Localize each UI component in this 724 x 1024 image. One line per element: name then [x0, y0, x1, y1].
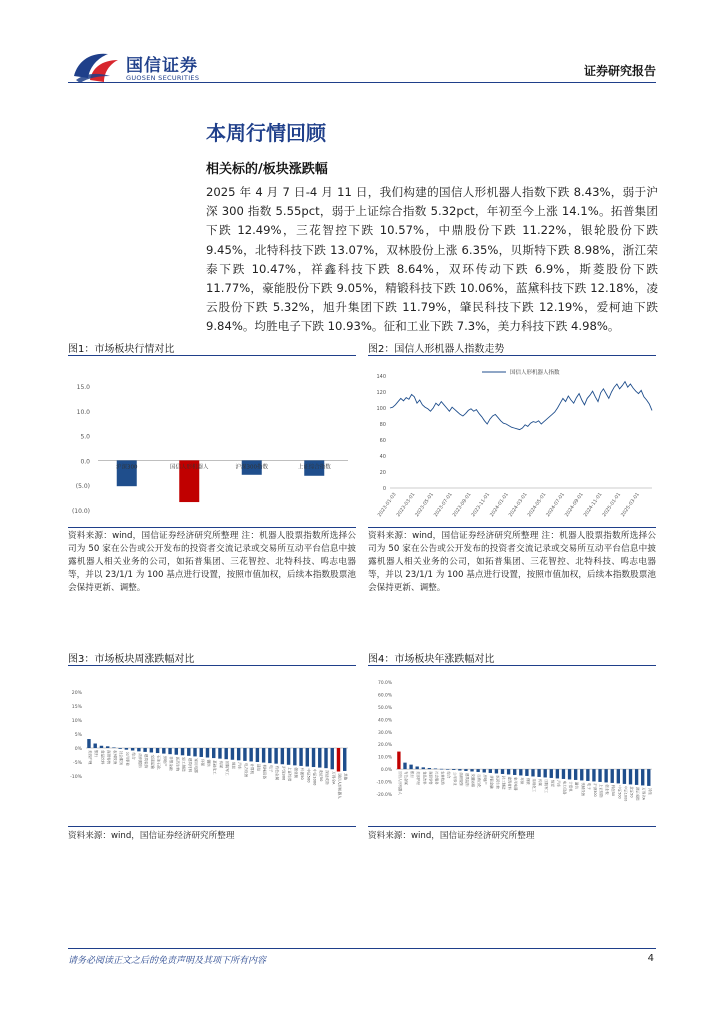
guosen-logo-icon: [70, 50, 122, 84]
fig3-category-label: 上证综指: [287, 766, 292, 782]
fig4-bar: [550, 769, 553, 778]
fig3-category-label: 煤炭: [231, 761, 236, 769]
fig2-ytick-label: 120: [376, 390, 386, 396]
guosen-logo: [70, 50, 210, 86]
fig4-bar: [452, 769, 455, 770]
fig3-category-label: 食品饮料: [100, 750, 105, 765]
fig3-category-label: 其他: [343, 772, 348, 781]
fig4-bar: [629, 769, 632, 784]
fig4-bar: [409, 765, 412, 769]
fig3-category-label: 钢铁: [206, 759, 211, 767]
fig3-bar: [162, 748, 165, 754]
fig3-category-label: 纺织服饰: [137, 753, 142, 768]
fig3-category-label: 通信: [256, 764, 261, 772]
fig2-xtick-label: 2024-09-01: [564, 492, 585, 518]
fig4-category-label: 有色金属: [403, 771, 408, 785]
fig3-category-label: 环保: [200, 758, 205, 767]
fig4-bar: [598, 769, 601, 782]
fig3-bar: [249, 748, 252, 761]
fig3-category-label: 石油石化: [156, 755, 161, 770]
fig3-bar: [337, 748, 340, 772]
fig4-bar: [568, 769, 571, 779]
fig4-category-label: 传媒: [538, 778, 543, 786]
fig2-xtick-label: 2024-05-01: [527, 492, 548, 518]
fig3-category-label: 汽车: [237, 762, 242, 770]
fig3-category-label: 建筑装饰: [144, 753, 149, 769]
fig3-bar: [231, 748, 234, 760]
fig4-bar: [525, 769, 528, 776]
fig2-xtick-label: 2023-09-01: [452, 492, 473, 518]
fig4-bottom-divider: [368, 826, 656, 827]
fig1-category-label: 沪深300: [116, 464, 138, 471]
fig2-xtick-label: 2023-05-01: [414, 492, 436, 518]
fig4-category-label: 通信: [574, 781, 579, 789]
fig3-bar: [100, 746, 103, 748]
fig4-bar: [483, 769, 486, 772]
fig4-bar: [586, 769, 589, 781]
fig2-title: 图2：国信人形机器人指数走势: [368, 344, 505, 355]
fig3-bar: [137, 748, 140, 751]
footer-disclaimer: 请务必阅读正文之后的免责声明及其项下所有内容: [68, 956, 267, 966]
fig3-category-label: 深证成指: [325, 770, 330, 785]
fig1-ytick-label: 15.0: [76, 384, 90, 391]
fig3-bar: [112, 747, 115, 748]
fig3-bar: [256, 748, 259, 762]
logo-en-text: GUOSEN SECURITIES: [126, 74, 200, 82]
fig4-bar: [434, 768, 437, 769]
fig4-bar: [446, 769, 449, 770]
fig4-bar: [489, 769, 492, 773]
fig4-category-label: 综合: [446, 771, 451, 779]
fig4-bar: [617, 769, 620, 783]
fig1-bottom-divider: [68, 527, 356, 528]
fig1-ytick-label: (5.0): [75, 483, 90, 491]
fig4-category-label: 其他: [647, 787, 652, 795]
fig2-xtick-label: 2023-07-01: [433, 492, 454, 518]
fig3-ytick-label: 20%: [71, 691, 82, 696]
fig4-category-label: 电力设备: [562, 780, 567, 795]
fig1-ytick-label: 0.0: [80, 458, 90, 466]
fig3-category-label: 公用事业: [125, 751, 130, 767]
fig3-ytick-label: -5%: [73, 761, 82, 766]
fig3-ytick-label: -10%: [70, 775, 82, 780]
section-title: 本周行情回顾: [206, 121, 326, 145]
fig4-ytick-label: 70.0%: [378, 681, 392, 686]
fig4-category-label: 深证成指: [635, 786, 640, 801]
fig3-category-label: 国信人形机器人: [337, 773, 342, 799]
fig4-bar: [544, 769, 547, 777]
fig3-bar: [243, 748, 246, 761]
fig3-category-label: 银行: [94, 750, 99, 758]
fig4-title-divider: [368, 665, 656, 666]
fig4-category-label: 非银金融: [489, 774, 494, 789]
fig3-category-label: 商贸零售: [106, 750, 111, 765]
fig3-bar: [181, 748, 184, 755]
fig4-category-label: 煤炭: [550, 779, 555, 787]
fig4-bar: [440, 769, 443, 770]
fig3-category-label: 交通运输: [150, 754, 155, 769]
fig4-ytick-label: 40.0%: [378, 718, 392, 724]
fig3-bar: [281, 748, 284, 764]
fig2-bottom-divider: [368, 527, 656, 528]
fig1-ytick-label: 10.0: [76, 408, 90, 416]
fig3-category-label: 中证1000: [312, 769, 317, 786]
page-header: [0, 0, 724, 90]
fig2-xtick-label: 2023-03-01: [396, 492, 417, 518]
fig3-bar: [87, 739, 90, 748]
fig4-category-label: 纺织服饰: [458, 772, 463, 787]
fig4-bar: [422, 767, 425, 769]
fig3-category-label: 沪深300: [281, 766, 286, 781]
fig4-bar: [635, 769, 638, 785]
fig4-category-label: 建筑装饰: [464, 772, 469, 787]
fig4-bar: [574, 769, 577, 780]
fig4-chart: [368, 672, 656, 822]
fig3-category-label: 美容护理: [87, 750, 92, 765]
fig3-bar: [274, 748, 277, 764]
fig2-ytick-label: 20: [379, 470, 386, 476]
fig2-xtick-label: 2023-11-01: [471, 492, 492, 518]
fig3-bar: [331, 748, 334, 769]
fig1-chart: [68, 372, 356, 522]
fig4-category-label: 万得全A: [641, 787, 646, 800]
fig1-ytick-label: (10.0): [71, 508, 90, 515]
fig1-title-divider: [68, 355, 356, 356]
fig4-ytick-label: 10.0%: [378, 755, 392, 761]
fig3-bar: [299, 748, 302, 766]
fig4-bar: [537, 769, 540, 777]
fig4-category-label: 商贸零售: [428, 771, 433, 785]
fig4-bar: [556, 769, 559, 778]
fig4-category-label: 石油石化: [477, 773, 482, 788]
fig4-bar: [495, 769, 498, 773]
fig1-category-label: 国信人形机器人: [169, 464, 209, 471]
fig2-legend-label: 国信人形机器人指数: [510, 370, 560, 376]
fig3-bar: [312, 748, 315, 767]
fig3-bar: [193, 748, 196, 756]
fig1-category-label: 沪深300指数: [235, 464, 268, 471]
fig4-category-label: 创业板: [605, 784, 610, 795]
fig3-category-label: 传媒: [218, 760, 223, 768]
fig3-title-divider: [68, 665, 356, 666]
fig3-category-label: 农林牧渔: [112, 750, 117, 765]
fig3-category-label: 非银金融: [169, 756, 174, 771]
fig3-category-label: 医药生物: [175, 756, 180, 772]
fig4-ytick-label: 0.0%: [380, 768, 392, 774]
fig4-bar: [416, 766, 419, 769]
fig4-bar: [501, 769, 504, 774]
fig4-bar: [604, 769, 607, 782]
fig3-category-label: 万得全A: [331, 771, 336, 785]
fig3-chart: [68, 680, 356, 822]
fig2-ytick-label: 100: [376, 406, 386, 412]
fig4-category-label: 公用事业: [452, 771, 457, 786]
fig2-xtick-label: 2023-01-03: [377, 492, 398, 518]
fig3-bar: [306, 748, 309, 766]
fig4-bar: [476, 769, 479, 772]
fig2-ytick-label: 60: [379, 438, 386, 444]
fig3-ytick-label: 5%: [74, 733, 82, 738]
fig4-category-label: 计算机: [568, 781, 573, 792]
fig4-category-label: 房地产: [483, 774, 488, 785]
fig4-bar: [428, 768, 431, 769]
fig4-category-label: 基础化工: [531, 778, 536, 793]
fig2-ytick-label: 80: [379, 422, 386, 428]
fig3-bar: [224, 748, 227, 759]
fig3-category-label: 科创50: [300, 767, 305, 780]
fig3-category-label: 机械设备: [262, 764, 267, 779]
fig4-category-label: 钢铁: [525, 777, 530, 785]
fig4-category-label: 社会服务: [434, 771, 439, 785]
fig4-bar: [611, 769, 614, 783]
fig4-bar: [458, 769, 461, 770]
fig3-bar: [106, 746, 109, 748]
fig4-category-label: 医药生物: [495, 775, 500, 790]
fig2-xtick-label: 2024-01-01: [489, 492, 510, 518]
fig4-bar: [647, 769, 650, 786]
fig4-source: 资料来源：wind，国信证券经济研究所整理: [368, 831, 535, 841]
fig3-category-label: 北证50: [318, 769, 323, 782]
fig3-category-label: 中证500: [306, 768, 311, 783]
fig2-xtick-label: 2025-01-01: [602, 492, 623, 518]
fig3-ytick-label: 0%: [74, 747, 82, 752]
fig3-bar: [131, 748, 134, 751]
fig4-category-label: 建筑材料: [507, 776, 512, 791]
fig2-ytick-label: 0: [382, 486, 386, 492]
fig3-bar: [343, 748, 346, 771]
fig4-category-label: 中证500: [617, 785, 622, 799]
fig3-bar: [187, 748, 190, 756]
fig4-ytick-label: 50.0%: [378, 705, 392, 711]
fig4-bar: [562, 769, 565, 779]
fig3-bar: [200, 748, 203, 757]
fig3-bar: [168, 748, 171, 754]
fig2-title-divider: [368, 355, 656, 356]
fig3-category-label: 电子: [268, 765, 273, 773]
fig4-category-label: 美容护理: [416, 771, 421, 785]
fig3-title: 图3：市场板块周涨跌幅对比: [68, 654, 195, 665]
fig3-category-label: 基础化工: [212, 760, 217, 775]
fig1-source: 资料来源：wind，国信证券经济研究所整理 注：机器人股票指数所选择公司为 50 家在公告或公开发布的投资者交流记录或交易所互动平台信息中披露机器人相关业务的公司，如拓普集团、三花智控、北特科技、鸣志电器等，并以 23/1/1 为 100 基点进行设置，按照市值加权，后续本指数股票池会保持更新、调整。: [68, 531, 356, 593]
fig4-bar: [592, 769, 595, 781]
fig4-category-label: 机械设备: [580, 782, 585, 796]
fig3-bar: [150, 748, 153, 752]
fig4-category-label: 汽车: [556, 780, 561, 788]
fig3-bar: [175, 748, 178, 755]
fig3-bar: [293, 748, 296, 765]
fig2-chart: [368, 366, 656, 524]
fig4-ytick-label: -20.0%: [376, 793, 392, 798]
fig2-source: 资料来源：wind，国信证券经济研究所整理 注：机器人股票指数所选择公司为 50 家在公告或公开发布的投资者交流记录或交易所互动平台信息中披露机器人相关业务的公司，如拓普集团、三花智控、北特科技、鸣志电器等，并以 23/1/1 为 100 基点进行设置，按照市值加权，后续本指数股票池会保持更新、调整。: [368, 531, 656, 593]
fig4-title: 图4：市场板块年涨跌幅对比: [368, 654, 495, 665]
fig4-bar: [519, 769, 522, 775]
fig2-xtick-label: 2024-11-01: [583, 492, 604, 518]
fig2-ytick-label: 140: [376, 374, 386, 380]
fig4-bar: [507, 769, 510, 774]
fig3-bar: [118, 748, 121, 749]
fig4-category-label: 国防军工: [544, 779, 549, 794]
fig4-ytick-label: 30.0%: [378, 730, 392, 736]
fig4-category-label: 交通运输: [471, 773, 476, 788]
fig3-bottom-divider: [68, 826, 356, 827]
fig4-category-label: 北证50: [629, 786, 634, 798]
fig3-bar: [287, 748, 290, 765]
fig2-xtick-label: 2025-03-01: [620, 492, 641, 518]
fig3-category-label: 有色金属: [275, 765, 280, 781]
fig3-category-label: 社会服务: [119, 750, 124, 766]
report-type: 证券研究报告: [583, 64, 656, 78]
footer-divider: [68, 948, 656, 949]
fig4-bar: [470, 769, 473, 771]
fig2-xtick-label: 2024-07-01: [545, 492, 567, 518]
fig3-category-label: 综合: [131, 752, 136, 760]
fig3-category-label: 房地产: [162, 755, 167, 767]
fig4-bar: [580, 769, 583, 780]
fig3-category-label: 电力设备: [243, 762, 248, 778]
fig3-category-label: 创业板: [293, 767, 298, 779]
page-number: 4: [647, 953, 654, 964]
fig3-ytick-label: 15%: [71, 705, 82, 710]
fig4-category-label: 沪深300: [592, 783, 597, 797]
summary-paragraph: 2025 年 4 月 7 日-4 月 11 日，我们构建的国信人形机器人指数下跌 8.43%，弱于沪深 300 指数 5.55pct，弱于上证综合指数 5.32pct，年初至今上涨 14.1%。拓普集团下跌 12.49%，三花智控下跌 10.57%，中鼎股份下跌 11.22%，银轮股份下跌 9.45%，北特科技下跌 13.07%，双林股份上涨 6.35%，贝斯特下跌 8.98%，浙江荣泰下跌 10.47%，祥鑫科技下跌 8.64%，双环传动下跌 6.9%，斯菱股份下跌 11.77%，豪能股份下跌 9.05%，精锻科技下跌 10.06%，蓝黛科技下跌 12.18%，凌云股份下跌 5.32%，旭升集团下跌 11.79%，肇民科技下跌 12.19%，爱柯迪下跌 9.84%。均胜电子下跌 10.93%。征和工业下跌 7.3%，美力科技下跌 4.98%。: [206, 185, 658, 334]
fig3-bar: [318, 748, 321, 768]
fig2-ytick-label: 40: [379, 454, 386, 460]
logo-cn-text: 国信证券: [126, 56, 198, 76]
fig2-xtick-label: 2024-03-01: [508, 492, 529, 518]
fig3-category-label: 建筑材料: [187, 757, 192, 773]
fig4-bar: [641, 769, 644, 785]
fig4-ytick-label: -10.0%: [376, 780, 392, 786]
header-divider: [68, 82, 656, 83]
fig1-category-label: 上证综合指数: [297, 464, 331, 471]
fig3-category-label: 国防军工: [225, 761, 230, 776]
fig4-category-label: 上证综指: [599, 783, 604, 798]
fig3-category-label: 家用电器: [194, 758, 199, 773]
fig1-title: 图1：市场板块行情对比: [68, 344, 175, 355]
fig3-bar: [125, 748, 128, 750]
fig3-bar: [156, 748, 159, 753]
fig4-category-label: 电子: [586, 782, 591, 790]
fig4-category-label: 银行: [410, 771, 415, 778]
fig2-index-line: [390, 382, 652, 430]
fig4-bar: [513, 769, 516, 775]
fig3-bar: [262, 748, 265, 763]
fig1-ytick-label: 5.0: [80, 433, 90, 441]
fig3-category-label: 计算机: [250, 763, 255, 775]
fig4-category-label: 家用电器: [513, 776, 518, 791]
fig4-bar: [464, 769, 467, 771]
fig4-category-label: 轻工制造: [501, 775, 506, 790]
fig3-bar: [237, 748, 240, 760]
fig4-category-label: 食品饮料: [422, 771, 427, 785]
fig3-bar: [218, 748, 221, 759]
fig3-bar: [143, 748, 146, 752]
fig4-bar: [531, 769, 534, 776]
fig4-bar: [623, 769, 626, 784]
fig4-category-label: 科创50: [611, 784, 616, 797]
fig3-category-label: 轻工制造: [181, 757, 186, 772]
fig4-bar: [403, 763, 406, 769]
fig4-ytick-label: 60.0%: [378, 693, 392, 699]
fig3-bar: [268, 748, 271, 763]
fig4-category-label: 农林牧渔: [440, 771, 445, 785]
fig3-bar: [212, 748, 215, 758]
fig4-category-label: 环保: [519, 777, 524, 785]
fig4-bar: [397, 752, 400, 770]
fig3-bar: [206, 748, 209, 758]
fig3-ytick-label: 10%: [71, 719, 82, 724]
section-subtitle: 相关标的/板块涨跌幅: [206, 162, 328, 177]
fig3-bar: [93, 744, 96, 748]
fig4-category-label: 中证1000: [623, 785, 628, 802]
fig4-ytick-label: 20.0%: [378, 743, 392, 749]
fig3-source: 资料来源：wind，国信证券经济研究所整理: [68, 831, 235, 841]
fig3-bar: [324, 748, 327, 768]
fig4-category-label: 国信人形机器人: [397, 771, 402, 795]
